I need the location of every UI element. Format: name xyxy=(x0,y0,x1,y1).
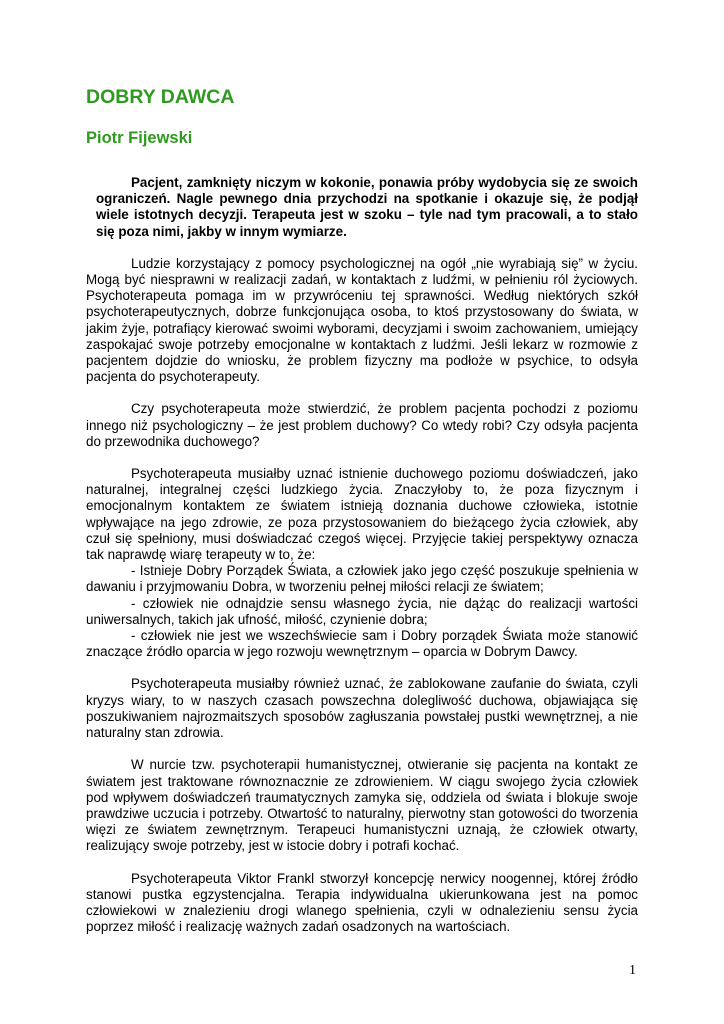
paragraph: Ludzie korzystający z pomocy psychologicznej na ogół „nie wyrabiają się” w życiu. Mogą być niesprawni w realizacji zadań, w kontaktach z ludźmi, w pełnieniu ról życiowych. Psychoterapeuta pomaga im w przywróceniu tej sprawności. Według niektórych szkół psychoterapeutycznych, dobrze funkcjonująca osoba, to ktoś przystosowany do świata, w jakim żyje, potrafiący kierować swoimi wyborami, decyzjami i swoim zachowaniem, umiejący zaspokajać swoje potrzeby emocjonalne w kontaktach z ludźmi. Jeśli lekarz w rozmowie z pacjentem dojdzie do wniosku, że problem fizyczny ma podłoże w psychice, to odsyła pacjenta do psychoterapeuty. xyxy=(86,255,638,385)
list-item: - człowiek nie odnajdzie sensu własnego życia, nie dążąc do realizacji wartości uniwersalnych, takich jak ufność, miłość, czynienie dobra; xyxy=(86,595,638,627)
document-author: Piotr Fijewski xyxy=(86,129,193,147)
page-number: 1 xyxy=(629,963,636,978)
paragraph: Psychoterapeuta musiałby uznać istnienie duchowego poziomu doświadczeń, jako naturalnej, integralnej części ludzkiego życia. Znaczyłoby to, że poza fizycznym i emocjonalnym kontaktem ze światem istnieją doznania duchowe człowieka, istotnie wpływające na jego zdrowie, ze poza przystosowaniem do bieżącego życia człowiek, aby czuł się spełniony, musi doświadczać czegoś więcej. Przyjęcie takiej perspektywy oznacza tak naprawdę wiarę terapeuty w to, że: xyxy=(86,466,638,563)
list-item: - Istnieje Dobry Porządek Świata, a człowiek jako jego część poszukuje spełnienia w dawaniu i przyjmowaniu Dobra, w tworzeniu pełnej miłości relacji ze światem; xyxy=(86,563,638,595)
list-item: - człowiek nie jest we wszechświecie sam i Dobry porządek Świata może stanowić znaczące źródło oparcia w jego rozwoju wewnętrznym – oparcia w Dobrym Dawcy. xyxy=(86,628,638,660)
paragraph: Psychoterapeuta Viktor Frankl stworzył koncepcję nerwicy noogennej, której źródło stanowi pustka egzystencjalna. Terapia indywidualna ukierunkowana jest na pomoc człowiekowi w znalezieniu drogi wlanego spełnienia, czyli w odnalezieniu sensu życia poprzez miłość i realizację ważnych zadań osadzonych na wartościach. xyxy=(86,870,638,935)
paragraph: W nurcie tzw. psychoterapii humanistycznej, otwieranie się pacjenta na kontakt ze światem jest traktowane równoznacznie ze zdrowieniem. W ciągu swojego życia człowiek pod wpływem doświadczeń traumatycznych zamyka się, oddziela od świata i blokuje swoje prawdziwe uczucia i potrzeby. Otwartość to naturalny, pierwotny stan gotowości do tworzenia więzi ze światem zewnętrznym. Terapeuci humanistyczni uznają, że człowiek otwarty, realizujący swoje potrzeby, jest w istocie dobry i potrafi kochać. xyxy=(86,757,638,854)
document-title: DOBRY DAWCA xyxy=(86,86,235,108)
paragraph: Czy psychoterapeuta może stwierdzić, że problem pacjenta pochodzi z poziomu innego niż psychologiczny – że jest problem duchowy? Co wtedy robi? Czy odsyła pacjenta do przewodnika duchowego? xyxy=(86,401,638,449)
lead-paragraph: Pacjent, zamknięty niczym w kokonie, ponawia próby wydobycia się ze swoich ograniczeń. Nagle pewnego dnia przychodzi na spotkanie i okazuje się, że podjął wiele istotnych decyzji. Terapeuta jest w szoku – tyle nad tym pracowali, a to stało się poza nimi, jakby w innym wymiarze. xyxy=(96,175,638,239)
paragraph: Psychoterapeuta musiałby również uznać, że zablokowane zaufanie do świata, czyli kryzys wiary, to w naszych czasach powszechna dolegliwość duchowa, objawiająca się poszukiwaniem najrozmaitszych sposobów zagłuszania powstałej pustki wewnętrznej, a nie naturalny stan zdrowia. xyxy=(86,676,638,741)
document-body xyxy=(86,83,638,935)
